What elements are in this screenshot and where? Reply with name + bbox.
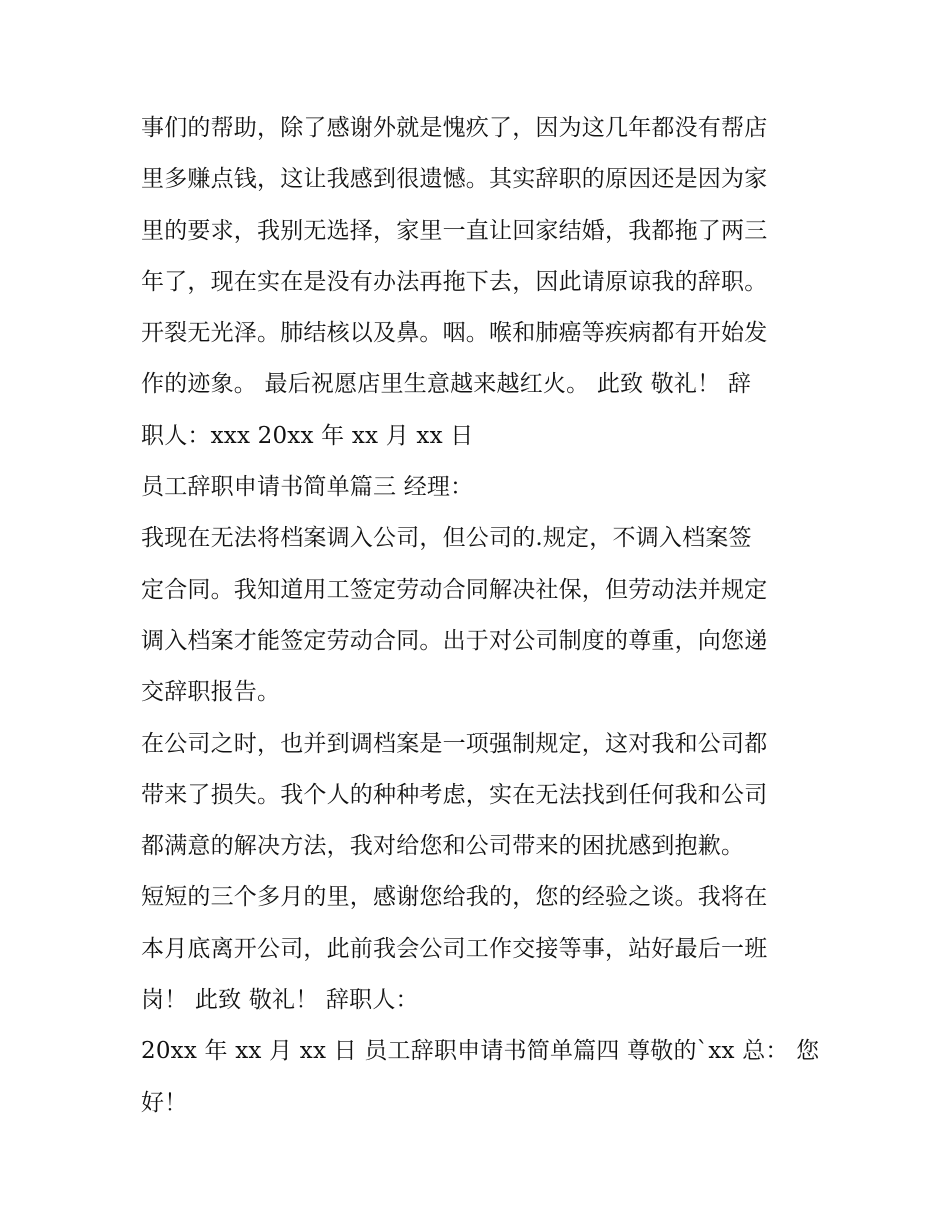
text-line: 都满意的解决方法，我对给您和公司带来的困扰感到抱歉。 — [141, 833, 745, 860]
text-line: 开裂无光泽。肺结核以及鼻。咽。喉和肺癌等疾病都有开始发 — [141, 320, 768, 347]
text-line: 岗！ 此致 敬礼！ 辞职人： — [141, 987, 419, 1014]
text-line: 交辞职报告。 — [141, 679, 281, 706]
text-line: 作的迹象。 最后祝愿店里生意越来越红火。 此致 敬礼！ 辞 — [141, 371, 752, 398]
text-line: 里多赚点钱，这让我感到很遗憾。其实辞职的原因还是因为家 — [141, 166, 768, 193]
text-line: 职人：xxx 20xx 年 xx 月 xx 日 — [141, 422, 474, 449]
text-line: 20xx 年 xx 月 xx 日 员工辞职申请书简单篇四 尊敬的`xx 总： 您 — [141, 1038, 820, 1065]
text-line: 在公司之时，也并到调档案是一项强制规定，这对我和公司都 — [141, 730, 768, 757]
text-line: 里的要求，我别无选择，家里一直让回家结婚，我都拖了两三 — [141, 217, 768, 244]
text-line: 本月底离开公司，此前我会公司工作交接等事，站好最后一班 — [141, 935, 768, 962]
text-line: 定合同。我知道用工签定劳动合同解决社保，但劳动法并规定 — [141, 576, 768, 603]
text-line: 带来了损失。我个人的种种考虑，实在无法找到任何我和公司 — [141, 781, 768, 808]
text-line: 调入档案才能签定劳动合同。出于对公司制度的尊重，向您递 — [141, 627, 768, 654]
text-line: 年了，现在实在是没有办法再拖下去，因此请原谅我的辞职。 — [141, 268, 768, 295]
text-line: 短短的三个多月的里，感谢您给我的，您的经验之谈。我将在 — [141, 884, 768, 911]
text-line: 好！ — [141, 1089, 188, 1116]
text-line: 事们的帮助，除了感谢外就是愧疚了，因为这几年都没有帮店 — [141, 115, 768, 141]
section-heading: 员工辞职申请书简单篇三 经理： — [141, 474, 474, 501]
body-text — [141, 103, 821, 1129]
text-line: 我现在无法将档案调入公司，但公司的.规定，不调入档案签 — [141, 525, 752, 552]
